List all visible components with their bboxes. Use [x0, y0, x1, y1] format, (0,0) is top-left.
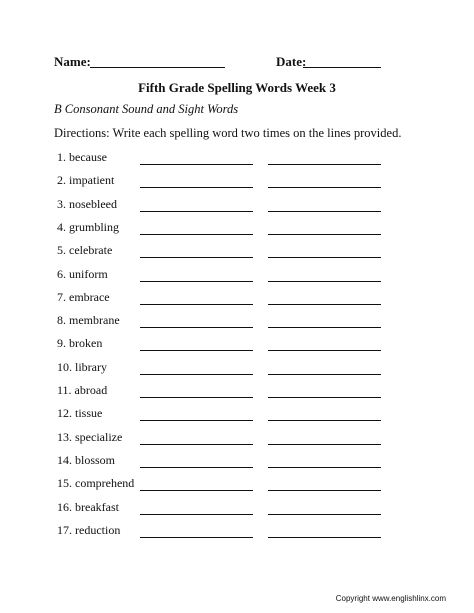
- spelling-word: 16. breakfast: [57, 499, 119, 514]
- spelling-word: 2. impatient: [57, 173, 115, 188]
- spelling-word: 3. nosebleed: [57, 196, 117, 211]
- first-writing-line[interactable]: [140, 514, 253, 515]
- second-writing-line[interactable]: [268, 211, 381, 212]
- spelling-word: 5. celebrate: [57, 243, 113, 258]
- spelling-word: 6. uniform: [57, 266, 108, 281]
- name-label: Name:: [54, 54, 91, 69]
- first-writing-line[interactable]: [140, 164, 253, 165]
- word-row: [0, 290, 474, 310]
- word-row: [0, 173, 474, 193]
- word-row: [0, 360, 474, 380]
- second-writing-line[interactable]: [268, 514, 381, 515]
- spelling-word: 12. tissue: [57, 406, 103, 421]
- second-writing-line[interactable]: [268, 327, 381, 328]
- second-writing-line[interactable]: [268, 397, 381, 398]
- second-writing-line[interactable]: [268, 304, 381, 305]
- spelling-word: 9. broken: [57, 336, 103, 351]
- second-writing-line[interactable]: [268, 537, 381, 538]
- first-writing-line[interactable]: [140, 350, 253, 351]
- spelling-word: 10. library: [57, 359, 107, 374]
- second-writing-line[interactable]: [268, 420, 381, 421]
- first-writing-line[interactable]: [140, 304, 253, 305]
- second-writing-line[interactable]: [268, 490, 381, 491]
- spelling-word: 15. comprehend: [57, 476, 135, 491]
- copyright-text: Copyright www.englishlinx.com: [335, 594, 446, 603]
- word-row: [0, 383, 474, 403]
- second-writing-line[interactable]: [268, 164, 381, 165]
- word-row: [0, 267, 474, 287]
- second-writing-line[interactable]: [268, 467, 381, 468]
- spelling-word: 13. specialize: [57, 429, 123, 444]
- second-writing-line[interactable]: [268, 234, 381, 235]
- word-row: [0, 243, 474, 263]
- first-writing-line[interactable]: [140, 420, 253, 421]
- first-writing-line[interactable]: [140, 467, 253, 468]
- first-writing-line[interactable]: [140, 327, 253, 328]
- first-writing-line[interactable]: [140, 444, 253, 445]
- second-writing-line[interactable]: [268, 257, 381, 258]
- second-writing-line[interactable]: [268, 350, 381, 351]
- word-row: [0, 430, 474, 450]
- spelling-word: 1. because: [57, 150, 107, 164]
- word-row: [0, 220, 474, 240]
- word-row: [0, 197, 474, 217]
- spelling-word: 4. grumbling: [57, 219, 119, 234]
- worksheet-subtitle: B Consonant Sound and Sight Words: [54, 102, 239, 116]
- first-writing-line[interactable]: [140, 281, 253, 282]
- first-writing-line[interactable]: [140, 537, 253, 538]
- second-writing-line[interactable]: [268, 444, 381, 445]
- word-row: [0, 150, 474, 170]
- word-row: [0, 336, 474, 356]
- spelling-word: 14. blossom: [57, 452, 116, 467]
- second-writing-line[interactable]: [268, 281, 381, 282]
- spelling-word: 11. abroad: [57, 383, 108, 397]
- word-row: [0, 476, 474, 496]
- first-writing-line[interactable]: [140, 374, 253, 375]
- first-writing-line[interactable]: [140, 397, 253, 398]
- word-row: [0, 406, 474, 426]
- first-writing-line[interactable]: [140, 211, 253, 212]
- date-label: Date:: [276, 54, 307, 69]
- spelling-word: 8. membrane: [57, 313, 120, 328]
- word-row: [0, 500, 474, 520]
- directions-text: Directions: Write each spelling word two times on the lines provided.: [54, 126, 402, 140]
- second-writing-line[interactable]: [268, 187, 381, 188]
- first-writing-line[interactable]: [140, 257, 253, 258]
- word-row: [0, 453, 474, 473]
- first-writing-line[interactable]: [140, 234, 253, 235]
- spelling-word: 17. reduction: [57, 522, 121, 537]
- spelling-word: 7. embrace: [57, 289, 110, 304]
- word-row: [0, 313, 474, 333]
- first-writing-line[interactable]: [140, 187, 253, 188]
- word-row: [0, 523, 474, 543]
- worksheet-title: Fifth Grade Spelling Words Week 3: [138, 80, 336, 95]
- second-writing-line[interactable]: [268, 374, 381, 375]
- first-writing-line[interactable]: [140, 490, 253, 491]
